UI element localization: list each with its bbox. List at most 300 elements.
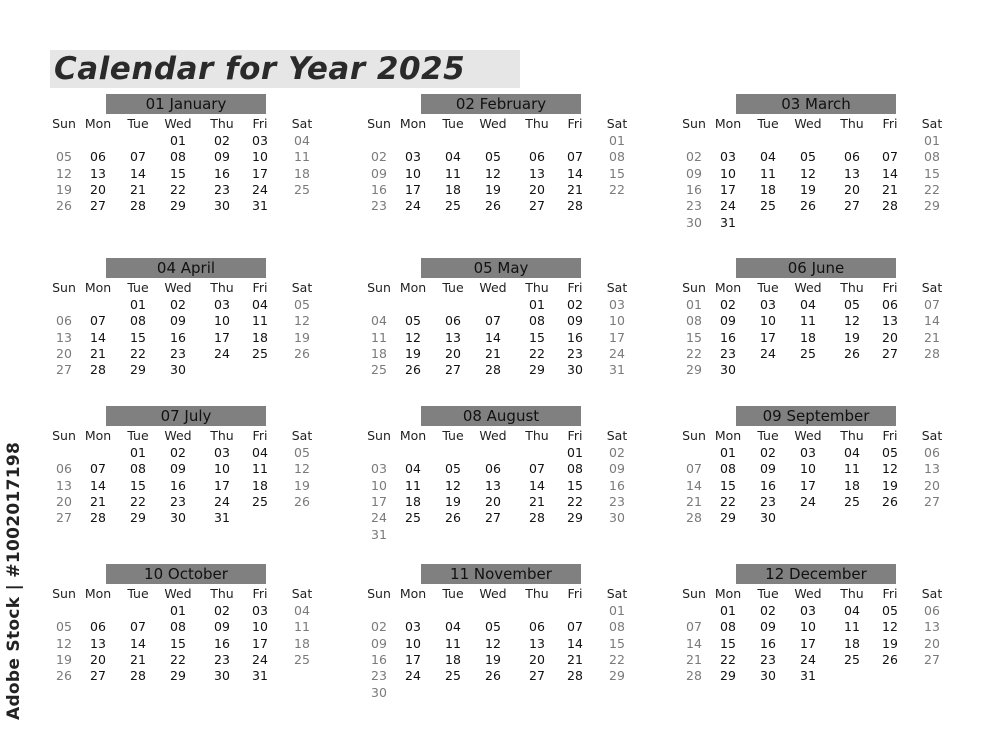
day-cell: 19 (445, 493, 461, 509)
day-cell: 08 (609, 619, 625, 635)
weekday-label: Sun (52, 116, 76, 131)
day-cell: 24 (609, 345, 625, 361)
day-cell: 09 (170, 461, 186, 477)
day-cell: 09 (214, 619, 230, 635)
day-cell: 18 (445, 651, 461, 667)
day-cell: 14 (130, 635, 146, 651)
day-cell: 25 (844, 651, 860, 667)
day-cell: 10 (405, 165, 421, 181)
day-cell: 26 (485, 668, 501, 684)
weekday-label: Mon (714, 116, 742, 131)
day-cell: 05 (800, 149, 816, 165)
day-cell: 06 (56, 461, 72, 477)
day-cell: 14 (882, 165, 898, 181)
day-cell: 06 (924, 445, 940, 460)
day-cell: 27 (56, 362, 72, 378)
day-cell: 18 (252, 329, 268, 345)
day-cell: 21 (130, 181, 146, 197)
day-cell: 03 (252, 603, 268, 618)
page-title: Calendar for Year 2025 (54, 51, 466, 87)
day-cell: 04 (294, 133, 310, 148)
day-cell: 09 (214, 149, 230, 165)
day-cell: 15 (720, 635, 736, 651)
day-cell: 02 (371, 619, 387, 635)
day-cell: 17 (800, 477, 816, 493)
day-cell: 19 (882, 477, 898, 493)
day-cell: 18 (844, 477, 860, 493)
weekday-label: Thu (840, 116, 864, 131)
day-cell: 25 (844, 493, 860, 509)
day-cell: 10 (720, 165, 736, 181)
weekday-label: Fri (882, 116, 898, 131)
day-cell: 11 (252, 461, 268, 477)
day-cell: 09 (760, 619, 776, 635)
month-header: 11 November (421, 564, 581, 584)
day-cell: 13 (924, 619, 940, 635)
day-cell: 09 (371, 165, 387, 181)
weekday-label: Sat (606, 428, 628, 443)
day-cell: 30 (760, 510, 776, 526)
day-cell: 12 (485, 165, 501, 181)
day-cell: 04 (294, 603, 310, 618)
day-cell: 20 (90, 651, 106, 667)
day-cell: 25 (294, 651, 310, 667)
day-cell: 19 (294, 329, 310, 345)
weekday-label: Fri (567, 428, 583, 443)
day-cell: 29 (529, 362, 545, 378)
day-cell: 26 (405, 362, 421, 378)
weekday-label: Sun (682, 280, 706, 295)
day-cell: 11 (844, 461, 860, 477)
day-cell: 11 (800, 313, 816, 329)
day-cell: 24 (405, 668, 421, 684)
day-cell: 21 (882, 181, 898, 197)
day-cell: 28 (130, 198, 146, 214)
day-cell: 08 (170, 149, 186, 165)
day-cell: 12 (882, 461, 898, 477)
weekday-label: Wed (164, 116, 192, 131)
day-cell: 08 (924, 149, 940, 165)
day-cell: 02 (371, 149, 387, 165)
day-cell: 28 (485, 362, 501, 378)
weekday-label: Sun (682, 116, 706, 131)
day-cell: 28 (882, 198, 898, 214)
day-cell: 04 (405, 461, 421, 477)
day-cell: 03 (609, 297, 625, 312)
day-cell: 19 (56, 651, 72, 667)
day-cell: 05 (56, 619, 72, 635)
day-cell: 26 (56, 668, 72, 684)
day-cell: 24 (214, 345, 230, 361)
weekday-label: Tue (127, 116, 149, 131)
weekday-label: Mon (399, 280, 427, 295)
day-cell: 04 (371, 313, 387, 329)
weekday-label: Mon (84, 280, 112, 295)
day-cell: 27 (882, 345, 898, 361)
day-cell: 03 (214, 297, 230, 312)
day-cell: 05 (882, 445, 898, 460)
day-cell: 17 (405, 651, 421, 667)
weekday-label: Tue (442, 428, 464, 443)
day-cell: 30 (686, 214, 702, 230)
day-cell: 21 (90, 493, 106, 509)
weekday-label: Sun (367, 428, 391, 443)
weekday-label: Fri (252, 116, 268, 131)
weekday-label: Wed (164, 428, 192, 443)
weekday-label: Thu (840, 280, 864, 295)
day-cell: 16 (371, 651, 387, 667)
weekday-label: Wed (794, 116, 822, 131)
day-cell: 16 (760, 635, 776, 651)
day-cell: 09 (760, 461, 776, 477)
month-header: 07 July (106, 406, 266, 426)
day-cell: 22 (130, 345, 146, 361)
weekday-label: Wed (794, 280, 822, 295)
day-cell: 22 (924, 181, 940, 197)
day-cell: 17 (405, 181, 421, 197)
day-cell: 14 (567, 165, 583, 181)
day-cell: 04 (760, 149, 776, 165)
day-cell: 30 (720, 362, 736, 378)
day-cell: 12 (844, 313, 860, 329)
day-cell: 08 (130, 313, 146, 329)
day-cell: 14 (130, 165, 146, 181)
day-cell: 04 (252, 445, 268, 460)
day-cell: 17 (252, 165, 268, 181)
day-cell: 21 (90, 345, 106, 361)
day-cell: 22 (720, 651, 736, 667)
weekday-label: Sat (921, 280, 943, 295)
day-cell: 11 (405, 477, 421, 493)
day-cell: 27 (90, 668, 106, 684)
weekday-label: Sun (52, 280, 76, 295)
day-cell: 15 (686, 329, 702, 345)
day-cell: 16 (170, 329, 186, 345)
day-cell: 08 (567, 461, 583, 477)
month-header: 08 August (421, 406, 581, 426)
day-cell: 01 (609, 133, 625, 148)
weekday-label: Tue (757, 280, 779, 295)
day-cell: 12 (882, 619, 898, 635)
weekday-label: Fri (567, 116, 583, 131)
day-cell: 06 (485, 461, 501, 477)
day-cell: 28 (130, 668, 146, 684)
day-cell: 24 (405, 198, 421, 214)
day-cell: 25 (371, 362, 387, 378)
day-cell: 16 (686, 181, 702, 197)
day-cell: 11 (844, 619, 860, 635)
day-cell: 06 (90, 619, 106, 635)
day-cell: 07 (485, 313, 501, 329)
day-cell: 17 (214, 477, 230, 493)
day-cell: 14 (686, 477, 702, 493)
day-cell: 05 (445, 461, 461, 477)
day-cell: 28 (686, 668, 702, 684)
day-cell: 17 (252, 635, 268, 651)
weekday-label: Sun (682, 586, 706, 601)
day-cell: 01 (130, 297, 146, 312)
day-cell: 22 (567, 493, 583, 509)
month-header: 09 September (736, 406, 896, 426)
weekday-label: Fri (882, 428, 898, 443)
day-cell: 12 (56, 165, 72, 181)
weekday-label: Wed (479, 280, 507, 295)
weekday-label: Sun (682, 428, 706, 443)
day-cell: 12 (56, 635, 72, 651)
day-cell: 26 (882, 493, 898, 509)
day-cell: 08 (720, 619, 736, 635)
month-header: 06 June (736, 258, 896, 278)
day-cell: 09 (720, 313, 736, 329)
day-cell: 03 (405, 619, 421, 635)
day-cell: 23 (567, 345, 583, 361)
weekday-label: Mon (84, 116, 112, 131)
day-cell: 01 (609, 603, 625, 618)
day-cell: 16 (760, 477, 776, 493)
day-cell: 15 (130, 477, 146, 493)
day-cell: 30 (567, 362, 583, 378)
day-cell: 29 (720, 510, 736, 526)
day-cell: 03 (214, 445, 230, 460)
day-cell: 02 (720, 297, 736, 312)
title-banner (50, 50, 520, 88)
day-cell: 10 (800, 619, 816, 635)
day-cell: 10 (405, 635, 421, 651)
day-cell: 14 (686, 635, 702, 651)
day-cell: 11 (252, 313, 268, 329)
day-cell: 18 (800, 329, 816, 345)
day-cell: 18 (760, 181, 776, 197)
day-cell: 27 (924, 651, 940, 667)
day-cell: 23 (214, 651, 230, 667)
weekday-label: Tue (127, 586, 149, 601)
day-cell: 10 (371, 477, 387, 493)
day-cell: 18 (445, 181, 461, 197)
day-cell: 11 (371, 329, 387, 345)
day-cell: 07 (130, 619, 146, 635)
weekday-label: Fri (252, 586, 268, 601)
weekday-label: Thu (840, 586, 864, 601)
day-cell: 13 (56, 329, 72, 345)
day-cell: 15 (720, 477, 736, 493)
day-cell: 08 (130, 461, 146, 477)
day-cell: 15 (609, 165, 625, 181)
day-cell: 15 (924, 165, 940, 181)
weekday-label: Sun (367, 586, 391, 601)
day-cell: 26 (294, 345, 310, 361)
day-cell: 29 (720, 668, 736, 684)
weekday-label: Thu (525, 428, 549, 443)
day-cell: 19 (56, 181, 72, 197)
day-cell: 01 (924, 133, 940, 148)
weekday-label: Wed (794, 586, 822, 601)
weekday-label: Wed (479, 428, 507, 443)
day-cell: 29 (130, 362, 146, 378)
day-cell: 02 (760, 603, 776, 618)
day-cell: 25 (445, 668, 461, 684)
day-cell: 03 (720, 149, 736, 165)
day-cell: 08 (686, 313, 702, 329)
weekday-label: Thu (210, 280, 234, 295)
day-cell: 26 (294, 493, 310, 509)
day-cell: 25 (252, 345, 268, 361)
day-cell: 23 (760, 493, 776, 509)
day-cell: 17 (800, 635, 816, 651)
day-cell: 22 (686, 345, 702, 361)
day-cell: 03 (371, 461, 387, 477)
day-cell: 03 (800, 603, 816, 618)
day-cell: 18 (844, 635, 860, 651)
watermark-text: Adobe Stock | #1002017198 (4, 441, 24, 720)
weekday-label: Mon (714, 586, 742, 601)
day-cell: 02 (170, 445, 186, 460)
day-cell: 20 (445, 345, 461, 361)
day-cell: 22 (170, 181, 186, 197)
day-cell: 13 (529, 635, 545, 651)
day-cell: 02 (609, 445, 625, 460)
day-cell: 24 (252, 181, 268, 197)
weekday-label: Sun (367, 116, 391, 131)
day-cell: 18 (405, 493, 421, 509)
day-cell: 30 (609, 510, 625, 526)
day-cell: 16 (609, 477, 625, 493)
day-cell: 24 (214, 493, 230, 509)
day-cell: 01 (170, 133, 186, 148)
weekday-label: Mon (399, 116, 427, 131)
day-cell: 06 (844, 149, 860, 165)
day-cell: 15 (529, 329, 545, 345)
day-cell: 25 (760, 198, 776, 214)
day-cell: 19 (294, 477, 310, 493)
day-cell: 06 (90, 149, 106, 165)
day-cell: 18 (371, 345, 387, 361)
day-cell: 28 (686, 510, 702, 526)
day-cell: 31 (252, 198, 268, 214)
day-cell: 07 (686, 461, 702, 477)
day-cell: 21 (686, 493, 702, 509)
day-cell: 04 (445, 149, 461, 165)
day-cell: 10 (800, 461, 816, 477)
day-cell: 01 (567, 445, 583, 460)
day-cell: 22 (609, 181, 625, 197)
day-cell: 07 (686, 619, 702, 635)
day-cell: 05 (405, 313, 421, 329)
day-cell: 29 (170, 198, 186, 214)
day-cell: 27 (485, 510, 501, 526)
day-cell: 07 (529, 461, 545, 477)
day-cell: 21 (529, 493, 545, 509)
day-cell: 27 (90, 198, 106, 214)
day-cell: 05 (485, 619, 501, 635)
day-cell: 26 (882, 651, 898, 667)
day-cell: 28 (90, 362, 106, 378)
day-cell: 03 (252, 133, 268, 148)
day-cell: 13 (445, 329, 461, 345)
day-cell: 19 (800, 181, 816, 197)
day-cell: 07 (924, 297, 940, 312)
weekday-label: Sat (291, 428, 313, 443)
day-cell: 31 (720, 214, 736, 230)
weekday-label: Fri (252, 428, 268, 443)
weekday-label: Thu (210, 116, 234, 131)
day-cell: 10 (609, 313, 625, 329)
day-cell: 11 (294, 619, 310, 635)
day-cell: 10 (252, 619, 268, 635)
day-cell: 29 (609, 668, 625, 684)
weekday-label: Mon (84, 428, 112, 443)
weekday-label: Sat (606, 116, 628, 131)
day-cell: 10 (214, 313, 230, 329)
day-cell: 28 (924, 345, 940, 361)
day-cell: 29 (170, 668, 186, 684)
day-cell: 17 (371, 493, 387, 509)
day-cell: 13 (90, 635, 106, 651)
day-cell: 22 (609, 651, 625, 667)
weekday-label: Fri (567, 586, 583, 601)
day-cell: 23 (720, 345, 736, 361)
day-cell: 15 (609, 635, 625, 651)
day-cell: 13 (924, 461, 940, 477)
weekday-label: Thu (210, 428, 234, 443)
weekday-label: Mon (399, 428, 427, 443)
day-cell: 04 (844, 445, 860, 460)
day-cell: 20 (485, 493, 501, 509)
day-cell: 24 (371, 510, 387, 526)
day-cell: 25 (445, 198, 461, 214)
day-cell: 12 (405, 329, 421, 345)
day-cell: 03 (760, 297, 776, 312)
day-cell: 22 (720, 493, 736, 509)
day-cell: 24 (252, 651, 268, 667)
weekday-label: Sun (52, 586, 76, 601)
day-cell: 29 (924, 198, 940, 214)
day-cell: 19 (844, 329, 860, 345)
day-cell: 27 (56, 510, 72, 526)
day-cell: 06 (529, 149, 545, 165)
day-cell: 09 (609, 461, 625, 477)
weekday-label: Sat (921, 428, 943, 443)
day-cell: 19 (485, 651, 501, 667)
day-cell: 18 (252, 477, 268, 493)
day-cell: 06 (56, 313, 72, 329)
day-cell: 17 (760, 329, 776, 345)
weekday-label: Tue (757, 428, 779, 443)
day-cell: 04 (844, 603, 860, 618)
day-cell: 17 (720, 181, 736, 197)
day-cell: 18 (294, 165, 310, 181)
day-cell: 13 (90, 165, 106, 181)
day-cell: 12 (445, 477, 461, 493)
day-cell: 25 (800, 345, 816, 361)
day-cell: 19 (882, 635, 898, 651)
weekday-label: Sat (291, 280, 313, 295)
day-cell: 14 (485, 329, 501, 345)
day-cell: 25 (405, 510, 421, 526)
day-cell: 17 (609, 329, 625, 345)
weekday-label: Wed (794, 428, 822, 443)
day-cell: 28 (529, 510, 545, 526)
weekday-label: Sat (291, 586, 313, 601)
weekday-label: Mon (84, 586, 112, 601)
weekday-label: Tue (442, 116, 464, 131)
day-cell: 05 (844, 297, 860, 312)
day-cell: 30 (214, 198, 230, 214)
day-cell: 31 (371, 526, 387, 542)
weekday-label: Thu (210, 586, 234, 601)
day-cell: 24 (760, 345, 776, 361)
day-cell: 20 (882, 329, 898, 345)
day-cell: 23 (371, 198, 387, 214)
